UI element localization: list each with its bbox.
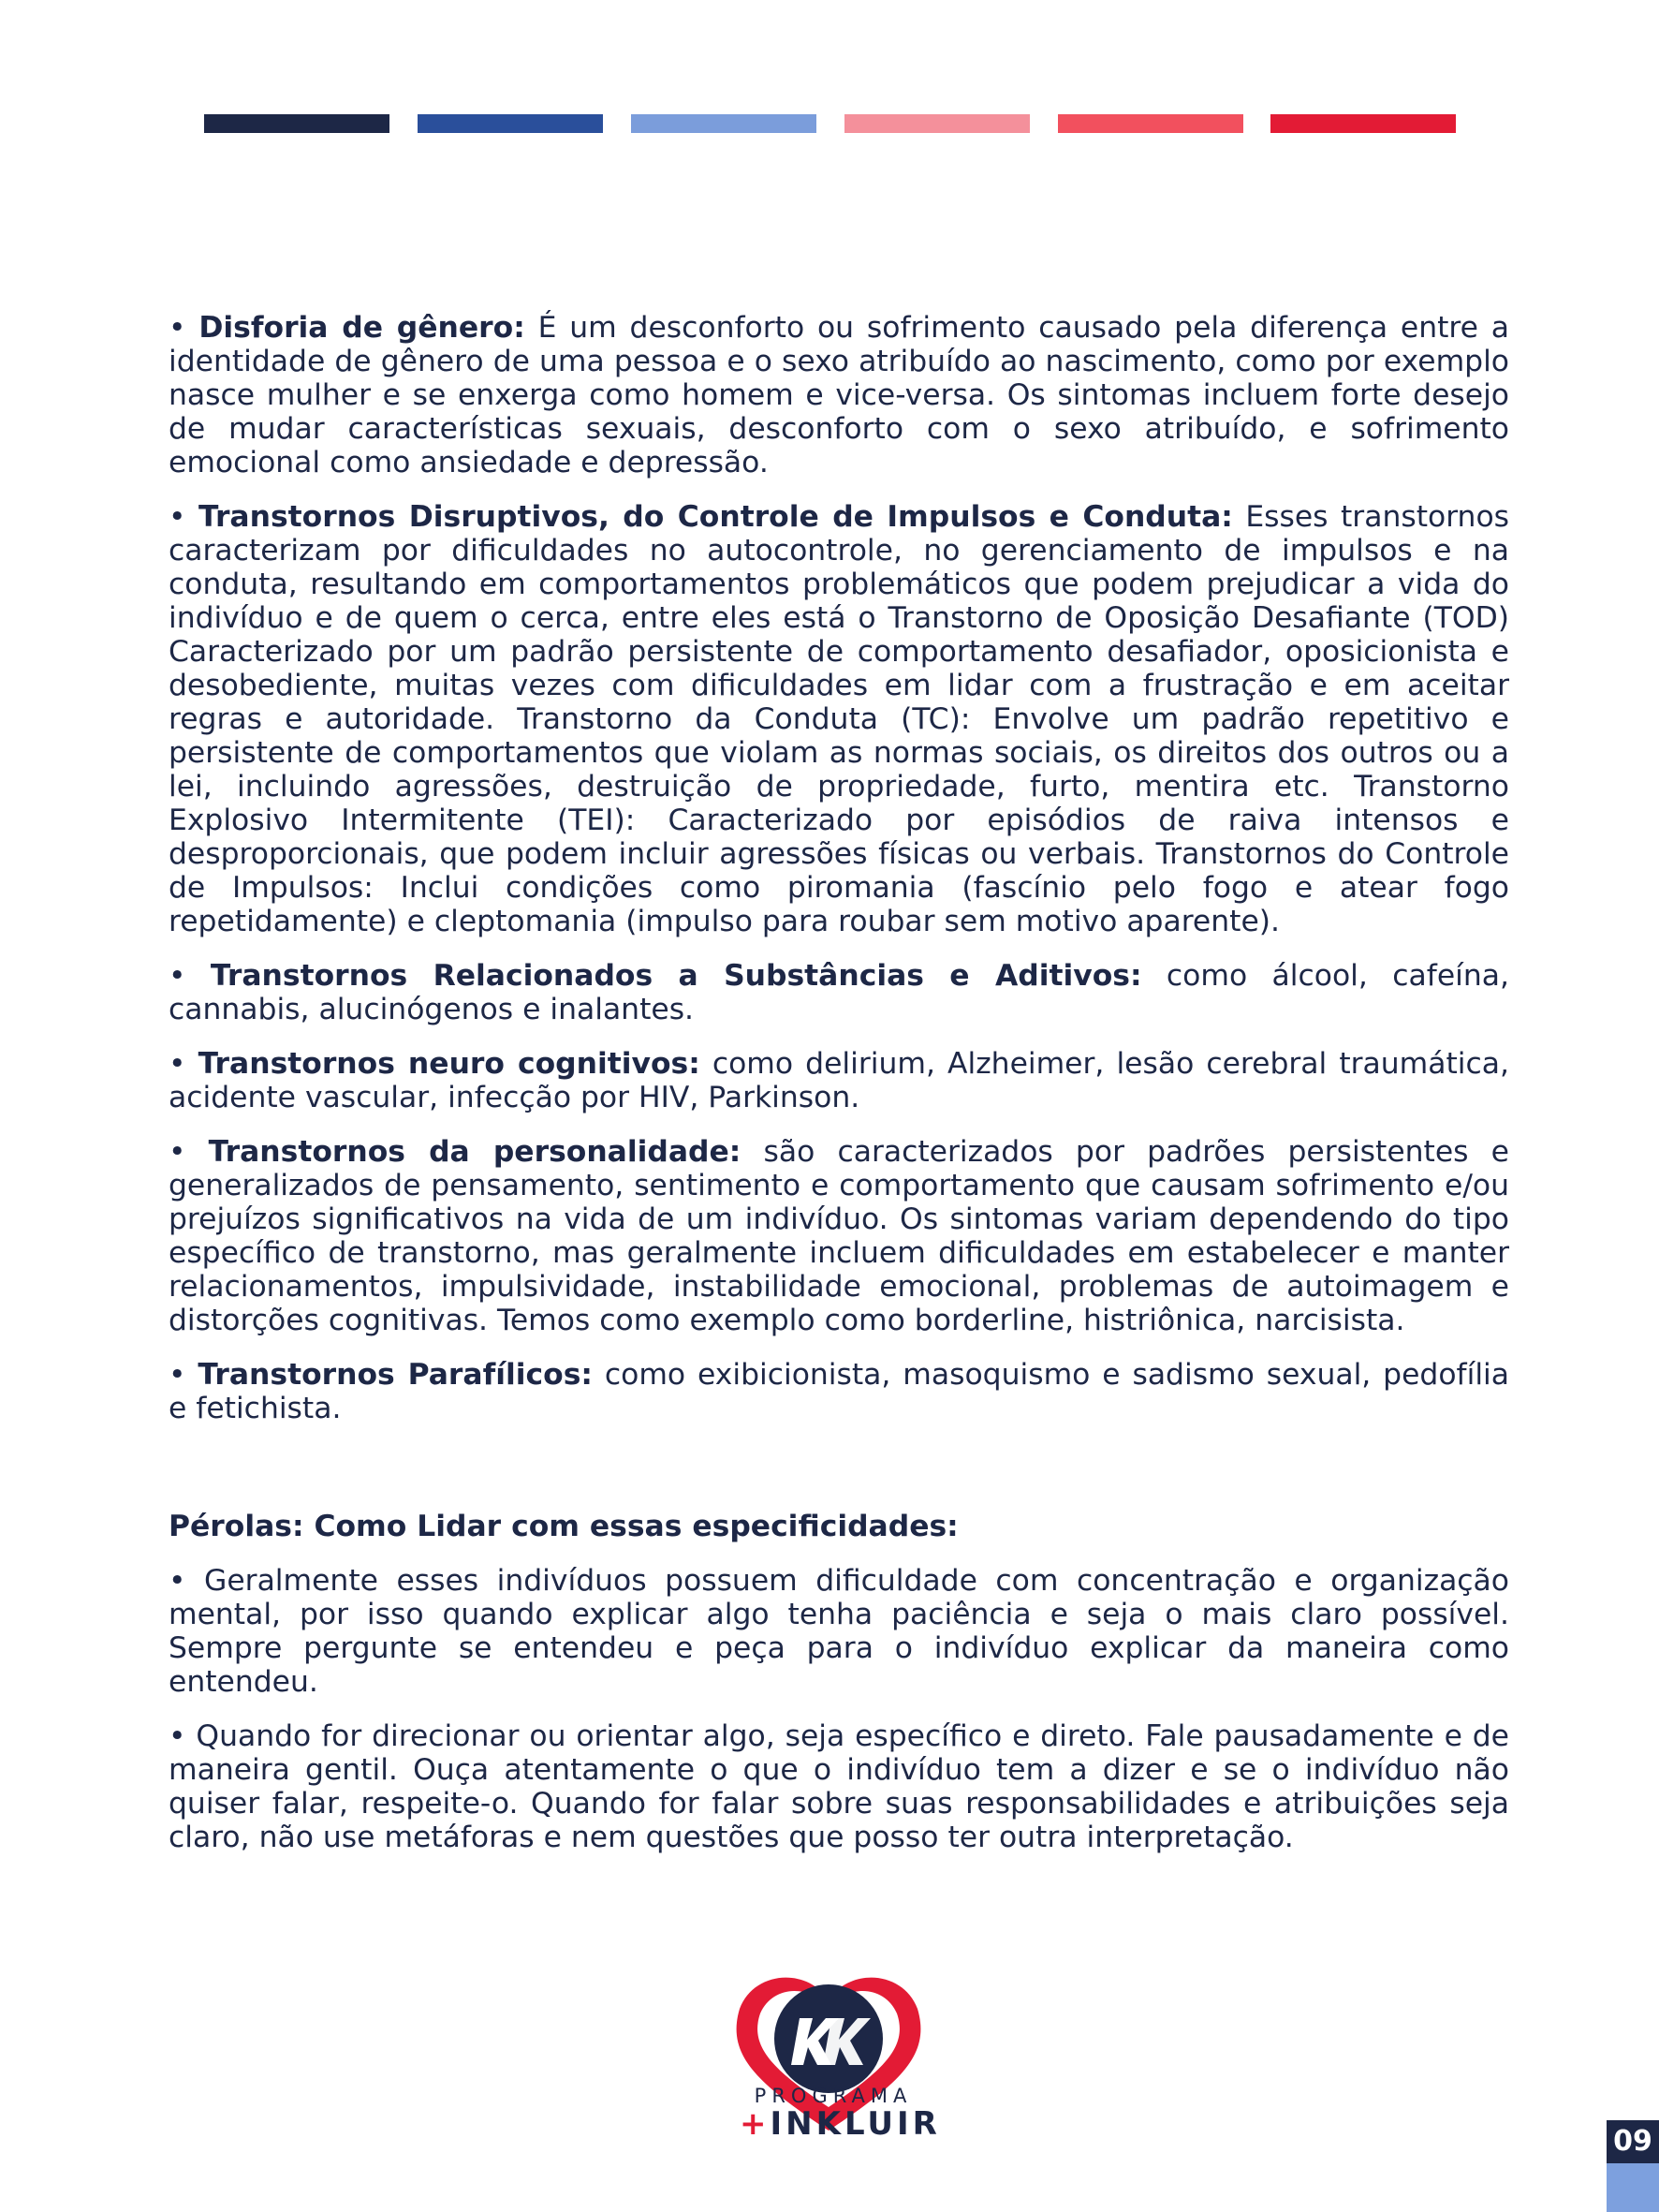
pearl-item: • Geralmente esses indivíduos possuem dificuldade com concentração e organização mental, por isso quando explicar algo tenha paciência e seja o mais claro possível. Sempre pergunte se entendeu e peça para o indivíduo explicar da maneira como entendeu. [169,1564,1510,1699]
section-text: É um desconforto ou sofrimento causado pela diferença entre a identidade de gênero de uma pessoa e o sexo atribuído ao nascimento, como por exemplo nasce mulher e se enxerga como homem e vice-versa. Os sintomas incluem forte desejo de mudar características sexuais, desconforto com o sexo atribuído, e sofrimento emocional como ansiedade e depressão. [169,311,1510,479]
logo-brand-text: +INKLUIR [740,2105,941,2143]
section-title: Transtornos Parafílicos: [198,1358,593,1392]
section-paragraph: • Transtornos Parafílicos: como exibicionista, masoquismo e sadismo sexual, pedofília e fetichista. [169,1358,1509,1425]
color-bar-2 [418,114,603,133]
document-body [169,311,1509,1875]
section-text: são caracterizados por padrões persistentes e generalizados de pensamento, sentimento e comportamento que causam sofrimento e/ou prejuízos significativos na vida de um indivíduo. Os sintomas variam dependendo do tipo específico de transtorno, mas geralmente incluem dificuldades em estabelecer e manter relacionamentos, impulsividade, instabilidade emocional, problemas de autoimagem e distorções cognitivas. Temos como exemplo como borderline, histriônica, narcisista. [169,1135,1509,1337]
section-paragraph: • Transtornos Relacionados a Substâncias e Aditivos: como álcool, cafeína, cannabis, alucinógenos e inalantes. [169,959,1509,1026]
section-text: como álcool, cafeína, cannabis, alucinógenos e inalantes. [169,959,1509,1026]
section-title: Transtornos neuro cognitivos: [198,1047,700,1081]
logo-program-text: PROGRAMA [754,2085,913,2107]
section-paragraph: • Disforia de gênero: É um desconforto ou sofrimento causado pela diferença entre a identidade de gênero de uma pessoa e o sexo atribuído ao nascimento, como por exemplo nasce mulher e se enxerga como homem e vice-versa. Os sintomas incluem forte desejo de mudar características sexuais, desconforto com o sexo atribuído, e sofrimento emocional como ansiedade e depressão. [169,311,1510,479]
pearl-text: Quando for direcionar ou orientar algo, seja específico e direto. Fale pausadamente e de maneira gentil. Ouça atentamente o que o indivíduo tem a dizer e se o indivíduo não quiser falar, respeite-o. Quando for falar sobre suas responsabilidades e atribuições seja claro, não use metáforas e nem questões que posso ter outra interpretação. [169,1719,1509,1854]
section-paragraph: • Transtornos da personalidade: são caracterizados por padrões persistentes e generalizados de pensamento, sentimento e comportamento que causam sofrimento e/ou prejuízos significativos na vida de um indivíduo. Os sintomas variam dependendo do tipo específico de transtorno, mas geralmente incluem dificuldades em estabelecer e manter relacionamentos, impulsividade, instabilidade emocional, problemas de autoimagem e distorções cognitivas. Temos como exemplo como borderline, histriônica, narcisista. [169,1135,1509,1337]
section-title: Disforia de gênero: [198,311,525,345]
section-paragraph: • Transtornos neuro cognitivos: como delirium, Alzheimer, lesão cerebral traumática, acidente vascular, infecção por HIV, Parkinson. [169,1047,1509,1114]
section-title: Transtornos Relacionados a Substâncias e Aditivos: [210,959,1142,993]
section-title: Transtornos Disruptivos, do Controle de Impulsos e Conduta: [198,500,1233,534]
pearls-heading: Pérolas: Como Lidar com essas especificidades: [169,1510,959,1543]
page-number-tab [1607,2120,1659,2212]
top-color-bars [204,114,1456,133]
color-bar-5 [1058,114,1243,133]
pearl-item: • Quando for direcionar ou orientar algo, seja específico e direto. Fale pausadamente e de maneira gentil. Ouça atentamente o que o indivíduo tem a dizer e se o indivíduo não quiser falar, respeite-o. Quando for falar sobre suas responsabilidades e atribuições seja claro, não use metáforas e nem questões que posso ter outra interpretação. [169,1719,1509,1854]
color-bar-1 [204,114,389,133]
section-text: Esses transtornos caracterizam por dificuldades no autocontrole, no gerenciamento de impulsos e na conduta, resultando em comportamentos problemáticos que podem prejudicar a vida do indivíduo e de quem o cerca, entre eles está o Transtorno de Oposição Desafiante (TOD) Caracterizado por um padrão persistente de comportamento desafiador, oposicionista e desobediente, muitas vezes com dificuldades em lidar com a frustração e em aceitar regras e autoridade. Transtorno da Conduta (TC): Envolve um padrão repetitivo e persistente de comportamentos que violam as normas sociais, os direitos dos outros ou a lei, incluindo agressões, destruição de propriedade, furto, mentira etc. Transtorno Explosivo Intermitente (TEI): Caracterizado por episódios de raiva intensos e desproporcionais, que podem incluir agressões físicas ou verbais. Transtornos do Controle de Impulsos: Inclui condições como piromania (fascínio pelo fogo e atear fogo repetidamente) e cleptomania (impulso para roubar sem motivo aparente). [169,500,1510,938]
pearl-text: Geralmente esses indivíduos possuem dificuldade com concentração e organização mental, por isso quando explicar algo tenha paciência e seja o mais claro possível. Sempre pergunte se entendeu e peça para o indivíduo explicar da maneira como entendeu. [169,1564,1510,1699]
section-text: como exibicionista, masoquismo e sadismo sexual, pedofília e fetichista. [169,1358,1509,1425]
section-title: Transtornos da personalidade: [208,1135,741,1169]
color-bar-6 [1270,114,1456,133]
color-bar-3 [631,114,816,133]
logo-plus-icon: + [740,2105,771,2143]
section-text: como delirium, Alzheimer, lesão cerebral traumática, acidente vascular, infecção por HIV, Parkinson. [169,1047,1509,1114]
page-number: 09 [1607,2120,1659,2163]
section-paragraph: • Transtornos Disruptivos, do Controle de Impulsos e Conduta: Esses transtornos caracterizam por dificuldades no autocontrole, no gerenciamento de impulsos e na conduta, resultando em comportamentos problemáticos que podem prejudicar a vida do indivíduo e de quem o cerca, entre eles está o Transtorno de Oposição Desafiante (TOD) Caracterizado por um padrão persistente de comportamento desafiador, oposicionista e desobediente, muitas vezes com dificuldades em lidar com a frustração e em aceitar regras e autoridade. Transtorno da Conduta (TC): Envolve um padrão repetitivo e persistente de comportamentos que violam as normas sociais, os direitos dos outros ou a lei, incluindo agressões, destruição de propriedade, furto, mentira etc. Transtorno Explosivo Intermitente (TEI): Caracterizado por episódios de raiva intensos e desproporcionais, que podem incluir agressões físicas ou verbais. Transtornos do Controle de Impulsos: Inclui condições como piromania (fascínio pelo fogo e atear fogo repetidamente) e cleptomania (impulso para roubar sem motivo aparente). [169,500,1510,938]
color-bar-4 [844,114,1030,133]
